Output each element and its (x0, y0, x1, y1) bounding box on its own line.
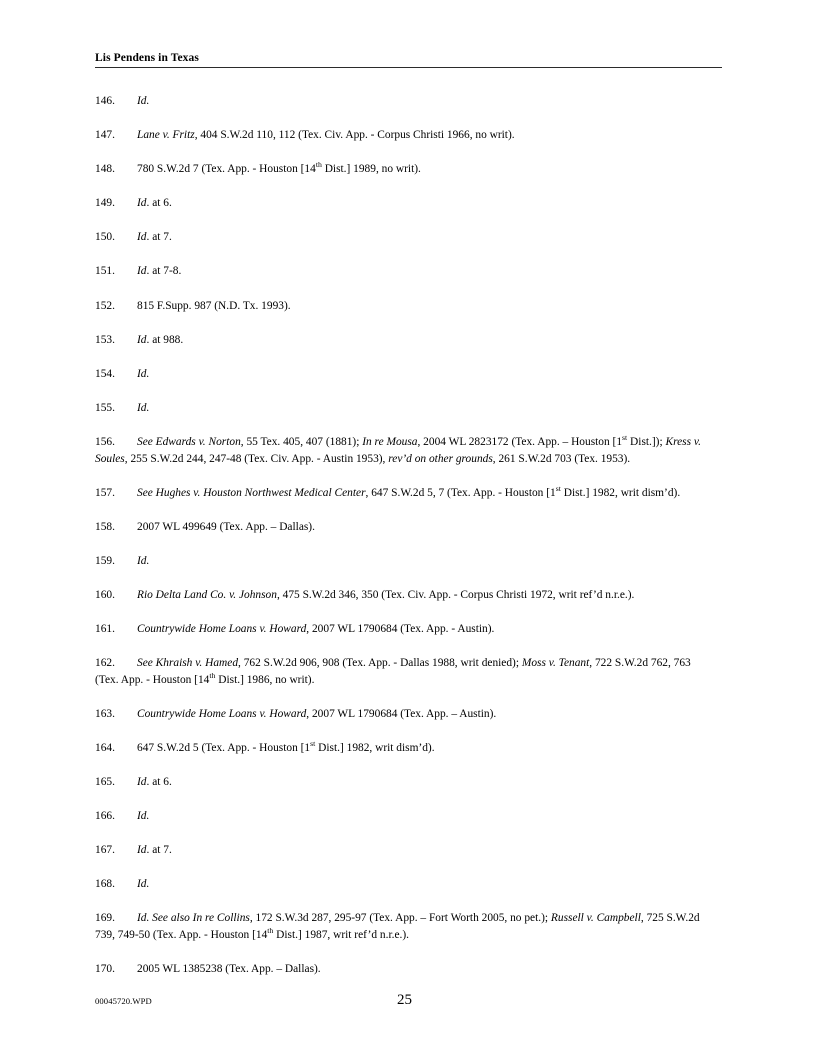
endnote-number: 170. (95, 963, 115, 976)
endnote-entry (95, 400, 712, 417)
footer-filename: 00045720.WPD (95, 996, 152, 1006)
endnote-entry (95, 485, 712, 502)
endnote-number: 157. (95, 486, 115, 499)
endnote-entry (95, 961, 712, 978)
endnote-citation-text: Id. (137, 554, 150, 567)
endnote-entry (95, 161, 712, 178)
endnote-citation-text: Id. (137, 810, 150, 823)
endnote-number: 159. (95, 554, 115, 567)
endnote-number: 151. (95, 265, 115, 278)
endnote-citation-text: See Khraish v. Hamed, 762 S.W.2d 906, 908 (Tex. App. - Dallas 1988, writ denied); Moss v. Tenant, 722 S.W.2d 762, 763 (Tex. App. - Houston [14th Dist.] 1986, no writ). (95, 657, 691, 686)
endnote-number: 152. (95, 299, 115, 312)
endnote-citation-text: 815 F.Supp. 987 (N.D. Tx. 1993). (137, 299, 291, 312)
endnote-number: 164. (95, 741, 115, 754)
endnote-citation-text: Id. See also In re Collins, 172 S.W.3d 287, 295-97 (Tex. App. – Fort Worth 2005, no pet.); Russell v. Campbell, 725 S.W.2d 739, 749-50 (Tex. App. - Houston [14th Dist.] 1987, writ ref’d n.r.e.). (95, 912, 700, 941)
endnote-number: 146. (95, 95, 115, 107)
endnote-entry (95, 366, 712, 383)
endnote-citation-text: See Edwards v. Norton, 55 Tex. 405, 407 (1881); In re Mousa, 2004 WL 2823172 (Tex. App. – Houston [1st Dist.]); Kress v. Soules, 255 S.W.2d 244, 247-48 (Tex. Civ. App. - Austin 1953), rev’d on other grounds, 261 S.W.2d 703 (Tex. 1953). (95, 433, 701, 465)
endnote-citation-text: Countrywide Home Loans v. Howard, 2007 WL 1790684 (Tex. App. – Austin). (137, 707, 497, 720)
endnote-citation-text: Countrywide Home Loans v. Howard, 2007 WL 1790684 (Tex. App. - Austin). (137, 623, 495, 635)
endnote-number: 158. (95, 520, 115, 533)
endnote-citation-text: 2005 WL 1385238 (Tex. App. – Dallas). (137, 963, 321, 976)
endnote-number: 168. (95, 878, 115, 891)
endnote-entry (95, 740, 712, 757)
endnote-citation-text: Id. at 7. (137, 231, 172, 244)
endnote-number: 169. (95, 912, 115, 925)
endnote-citation-text: Lane v. Fritz, 404 S.W.2d 110, 112 (Tex. Civ. App. - Corpus Christi 1966, no writ). (137, 129, 515, 142)
endnote-citation-text: 780 S.W.2d 7 (Tex. App. - Houston [14th Dist.] 1989, no writ). (137, 160, 421, 176)
endnote-entry (95, 519, 712, 536)
endnote-citation-text: Id. at 988. (137, 333, 184, 346)
endnote-number: 165. (95, 775, 115, 788)
endnote-citation-text: Id. (137, 367, 150, 380)
endnote-number: 167. (95, 844, 115, 857)
endnote-number: 160. (95, 588, 115, 601)
endnote-citation-text: Id. at 7-8. (137, 265, 182, 278)
endnote-citation-text: Id. at 6. (137, 197, 172, 210)
endnote-citation-text: Id. at 6. (137, 775, 172, 788)
endnote-entry (95, 706, 712, 723)
endnote-entry (95, 774, 712, 791)
endnote-number: 162. (95, 657, 115, 670)
endnote-citation-text: Id. (137, 878, 150, 891)
running-header (95, 48, 722, 68)
endnote-citation-text: Rio Delta Land Co. v. Johnson, 475 S.W.2d 346, 350 (Tex. Civ. App. - Corpus Christi 1972, writ ref’d n.r.e.). (137, 588, 635, 601)
endnote-number: 156. (95, 435, 115, 448)
endnote-citation-text: Id. at 7. (137, 844, 172, 857)
endnote-entry (95, 298, 712, 315)
endnote-number: 163. (95, 707, 115, 720)
endnote-entry (95, 621, 712, 638)
endnote-number: 166. (95, 810, 115, 823)
endnote-entry (95, 655, 712, 688)
endnote-entry (95, 553, 712, 570)
endnote-number: 155. (95, 401, 115, 414)
endnotes-list (95, 93, 712, 995)
endnote-citation-text: 2007 WL 499649 (Tex. App. – Dallas). (137, 520, 315, 533)
header-divider-rule (95, 67, 722, 68)
endnote-number: 154. (95, 367, 115, 380)
endnote-entry (95, 195, 712, 212)
endnote-entry (95, 229, 712, 246)
endnote-entry (95, 434, 712, 467)
endnote-citation-text: See Hughes v. Houston Northwest Medical Center, 647 S.W.2d 5, 7 (Tex. App. - Houston [1st Dist.] 1982, writ dism’d). (137, 483, 681, 499)
endnote-number: 148. (95, 163, 115, 176)
footer-page-number: 25 (397, 992, 412, 1008)
endnote-number: 161. (95, 623, 115, 635)
endnote-entry (95, 876, 712, 893)
endnote-entry (95, 93, 712, 110)
endnote-entry (95, 842, 712, 859)
endnote-entry (95, 910, 712, 943)
endnote-number: 149. (95, 197, 115, 210)
endnote-number: 150. (95, 231, 115, 244)
endnote-citation-text: Id. (137, 95, 150, 107)
endnote-entry (95, 808, 712, 825)
endnote-number: 153. (95, 333, 115, 346)
endnote-entry (95, 263, 712, 280)
endnote-entry (95, 587, 712, 604)
endnote-citation-text: 647 S.W.2d 5 (Tex. App. - Houston [1st Dist.] 1982, writ dism’d). (137, 739, 435, 754)
endnote-entry (95, 127, 712, 144)
endnote-number: 147. (95, 129, 115, 142)
endnote-citation-text: Id. (137, 401, 150, 414)
page-footer (95, 991, 722, 1017)
endnote-entry (95, 332, 712, 349)
running-header-title: Lis Pendens in Texas (95, 52, 199, 64)
